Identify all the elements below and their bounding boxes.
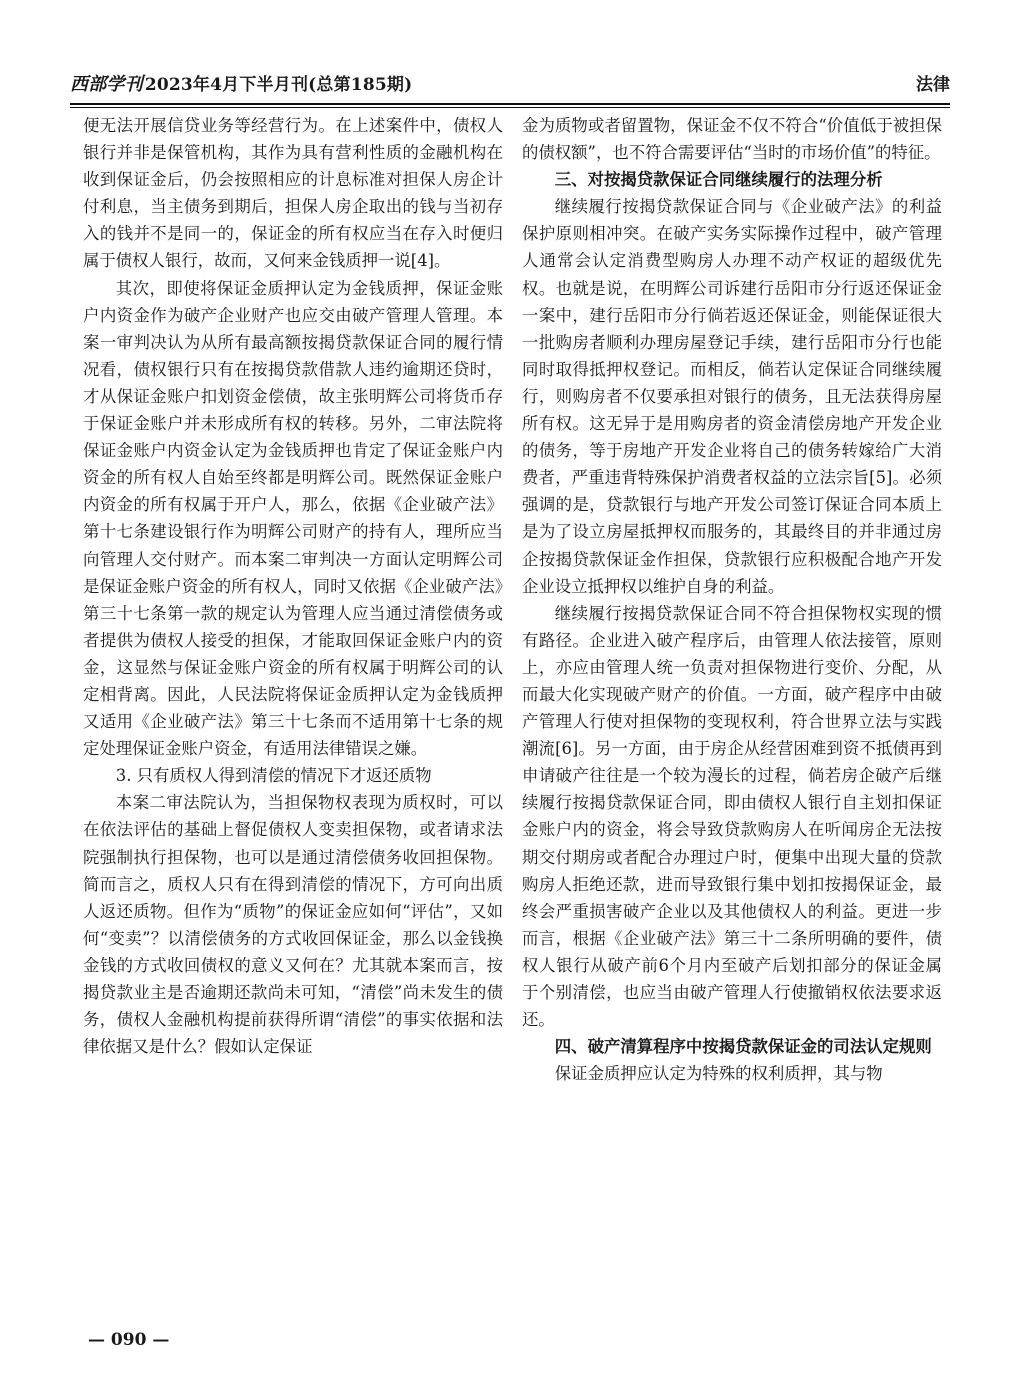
- subsection-heading: 3. 只有质权人得到清偿的情况下才返还质物: [115, 766, 432, 786]
- section-heading: 三、对按揭贷款保证合同继续履行的法理分析: [554, 170, 883, 190]
- body-paragraph: 金为质物或者留置物，保证金不仅不符合“价值低于被担保的债权额”，也不符合需要评估“当时的市场价值”的特征。: [522, 116, 942, 163]
- body-paragraph: 本案二审法院认为，当担保物权表现为质权时，可以在依法评估的基础上督促债权人变卖担保物，或者请求法院强制执行担保物，也可以是通过清偿债务收回担保物。简而言之，质权人只有在得到清偿的情况下，方可向出质人返还质物。但作为“质物”的保证金应如何“评估”，又如何“变卖”？以清偿债务的方式收回保证金，那么以金钱换金钱的方式收回债权的意义又何在？尤其就本案而言，按揭贷款业主是否逾期还款尚未可知，“清偿”尚未发生的债务，债权人金融机构提前获得所谓“清偿”的事实依据和法律依据又是什么？假如认定保证: [83, 793, 503, 1057]
- left-column: [83, 112, 503, 1060]
- section-label: 法律: [916, 75, 950, 95]
- body-paragraph: 继续履行按揭贷款保证合同与《企业破产法》的利益保护原则相冲突。在破产实务实际操作过程中，破产管理人通常会认定消费型购房人办理不动产权证的超级优先权。也就是说，在明辉公司诉建行岳阳市分行返还保证金一案中，建行岳阳市分行倘若返还保证金，则能保证很大一批购房者顺利办理房屋登记手续，建行岳阳市分行也能同时取得抵押权登记。而相反，倘若认定保证合同继续履行，则购房者不仅要承担对银行的债务，且无法获得房屋所有权。这无异于是用购房者的资金清偿房地产开发企业的债务，等于房地产开发企业将自己的债务转嫁给广大消费者，严重违背特殊保护消费者权益的立法宗旨[5]。必须强调的是，贷款银行与地产开发公司签订保证合同本质上是为了设立房屋抵押权而服务的，其最终目的并非通过房企按揭贷款保证金作担保，贷款银行应积极配合地产开发企业设立抵押权以维护自身的利益。: [522, 197, 942, 596]
- body-paragraph: 继续履行按揭贷款保证合同不符合担保物权实现的惯有路径。企业进入破产程序后，由管理人依法接管，原则上，亦应由管理人统一负责对担保物进行变价、分配，从而最大化实现破产财产的价值。一方面，破产程序中由破产管理人行使对担保物的变现权利，符合世界立法与实践潮流[6]。另一方面，由于房企从经营困难到资不抵债再到申请破产往往是一个较为漫长的过程，倘若房企破产后继续履行按揭贷款保证合同，即由债权人银行自主划扣保证金账户内的资金，将会导致贷款购房人在听闻房企无法按期交付期房或者配合办理过户时，便集中出现大量的贷款购房人拒绝还款，进而导致银行集中划扣按揭保证金，最终会严重损害破产企业以及其他债权人的利益。更进一步而言，根据《企业破产法》第三十二条所明确的要件，债权人银行从破产前6个月内至破产后划扣部分的保证金属于个别清偿，也应当由破产管理人行使撤销权依法要求返还。: [522, 603, 942, 1030]
- journal-masthead: [70, 70, 412, 96]
- issue-info: 2023年4月下半月刊(总第185期): [144, 75, 413, 95]
- journal-logo: 西部学刊: [70, 74, 143, 95]
- right-column: [522, 112, 942, 1087]
- body-paragraph: 保证金质押应认定为特殊的权利质押，其与物: [554, 1064, 883, 1084]
- body-paragraph: 其次，即使将保证金质押认定为金钱质押，保证金账户内资金作为破产企业财产也应交由破产管理人管理。本案一审判决认为从所有最高额按揭贷款保证合同的履行情况看，债权银行只有在按揭贷款借款人违约逾期还贷时，才从保证金账户扣划资金偿债，故主张明辉公司将货币存于保证金账户并未形成所有权的转移。另外，二审法院将保证金账户内资金认定为金钱质押也肯定了保证金账户内资金的所有权人自始至终都是明辉公司。既然保证金账户内资金的所有权属于开户人，那么，依据《企业破产法》第十七条建设银行作为明辉公司财产的持有人，理所应当向管理人交付财产。而本案二审判决一方面认定明辉公司是保证金账户资金的所有权人，同时又依据《企业破产法》第三十七条第一款的规定认为管理人应当通过清偿债务或者提供为债权人接受的担保，才能取回保证金账户内的资金，这显然与保证金账户资金的所有权属于明辉公司的认定相背离。因此，人民法院将保证金质押认定为金钱质押又适用《企业破产法》第三十七条而不适用第十七条的规定处理保证金账户资金，有适用法律错误之嫌。: [83, 278, 503, 759]
- page-number: — 090 —: [88, 1330, 170, 1350]
- body-paragraph: 便无法开展信贷业务等经营行为。在上述案件中，债权人银行并非是保管机构，其作为具有营利性质的金融机构在收到保证金后，仍会按照相应的计息标准对担保人房企计付利息，当主债务到期后，担保人房企取出的钱与当初存入的钱并不是同一的，保证金的所有权应当在存入时便归属于债权人银行，故而，又何来金钱质押一说[4]。: [83, 116, 503, 271]
- header-rule: [70, 103, 950, 105]
- page-header: [70, 62, 950, 98]
- section-heading: 四、破产清算程序中按揭贷款保证金的司法认定规则: [554, 1037, 932, 1057]
- header-rule-thin: [70, 107, 950, 108]
